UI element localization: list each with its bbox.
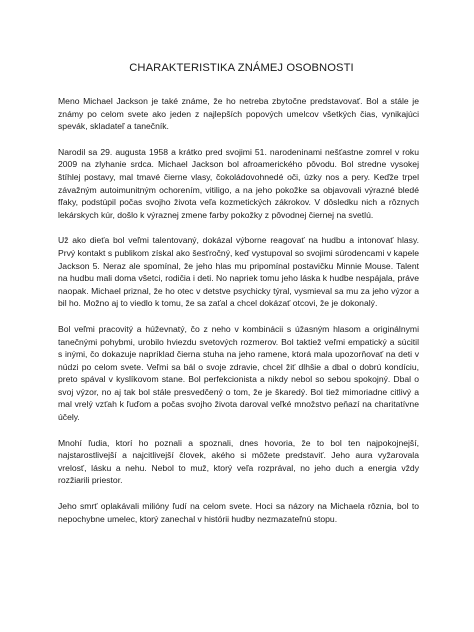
paragraph-conclusion: Jeho smrť oplakávali milióny ľudí na celom svete. Hoci sa názory na Michaela rôznia, bol to nepochybne umelec, ktorý zanechal v histórii hudby nezmazateľnú stopu. [58,501,419,524]
paragraph-birth-appearance: Narodil sa 29. augusta 1958 a krátko pred svojimi 51. narodeninami nešťastne zomrel v roku 2009 na zlyhanie srdca. Michael Jackson bol afroamerického pôvodu. Bol stredne vysokej štíhlej postavy, mal tmavé čierne vlasy, čokoládovohnedé oči, úzky nos a pery. Keďže trpel závažným autoimunitným ochorením, vitiligo, a na jeho pokožke sa objavovali výrazné bledé fľaky, podstúpil počas svojho života veľa kozmetických zákrokov. V dôsledku nich a rôznych lekárskych kúr, došlo k výraznej zmene farby pokožky z pôvodnej čiernej na svetlú. [58,146,419,220]
paragraph-childhood: Už ako dieťa bol veľmi talentovaný, dokázal výborne reagovať na hudbu a intonovať hlasy. Prvý kontakt s publikom získal ako šesťročný, keď vystupoval so svojimi súrodencami v kapele Jackson 5. Neraz ale spomínal, že jeho hlas mu pripomínal postavičku Minnie Mouse. Talent na hudbu mali doma všetci, rodičia i deti. No napriek tomu jeho láska k hudbe nespájala, práve naopak. Michael priznal, že ho otec v detstve psychicky týral, vysmieval sa mu za jeho výzor a bil ho. Možno aj to viedlo k tomu, že sa zaťal a chcel dokázať otcovi, že je dokonalý. [58,235,419,309]
paragraph-personality: Bol veľmi pracovitý a húževnatý, čo z neho v kombinácii s úžasným hlasom a originálnymi tanečnými pohybmi, urobilo hviezdu svetových rozmerov. Bol taktiež veľmi empatický a súcitil s inými, čo dokazuje napríklad čierna stuha na jeho ramene, ktorá mala upozorňovať na deti v núdzi po celom svete. Veľmi sa bál o svoje zdravie, chcel žiť dlhšie a dbal o dobrú kondíciu, preto spával v kyslíkovom stane. Bol perfekcionista a nikdy nebol so sebou spokojný. Dbal o svoj výzor, no aj tak bol stále presvedčený o tom, že je škaredý. Bol tiež mimoriadne citlivý a mal vrelý vzťah k ľuďom a počas svojho života daroval veľké množstvo peňazí na charitatívne účely. [58,323,419,423]
paragraph-intro: Meno Michael Jackson je také známe, že ho netreba zbytočne predstavovať. Bol a stále je známy po celom svete ako jeden z najlepších popových umelcov všetkých čias, vynikajúci spevák, skladateľ a tanečník. [58,96,419,132]
document-title: CHARAKTERISTIKA ZNÁMEJ OSOBNOSTI [129,62,354,74]
paragraph-legacy-people: Mnohí ľudia, ktorí ho poznali a spoznali, dnes hovoria, že to bol ten najpokojnejší, najstarostlivejší a najcitlivejší človek, akého si môžete predstaviť. Jeho aura vyžarovala vrelosť, lásku a nehu. Nebol to muž, ktorý veľa rozprával, no jeho duch a energia vždy rozžiarili priestor. [58,437,419,486]
